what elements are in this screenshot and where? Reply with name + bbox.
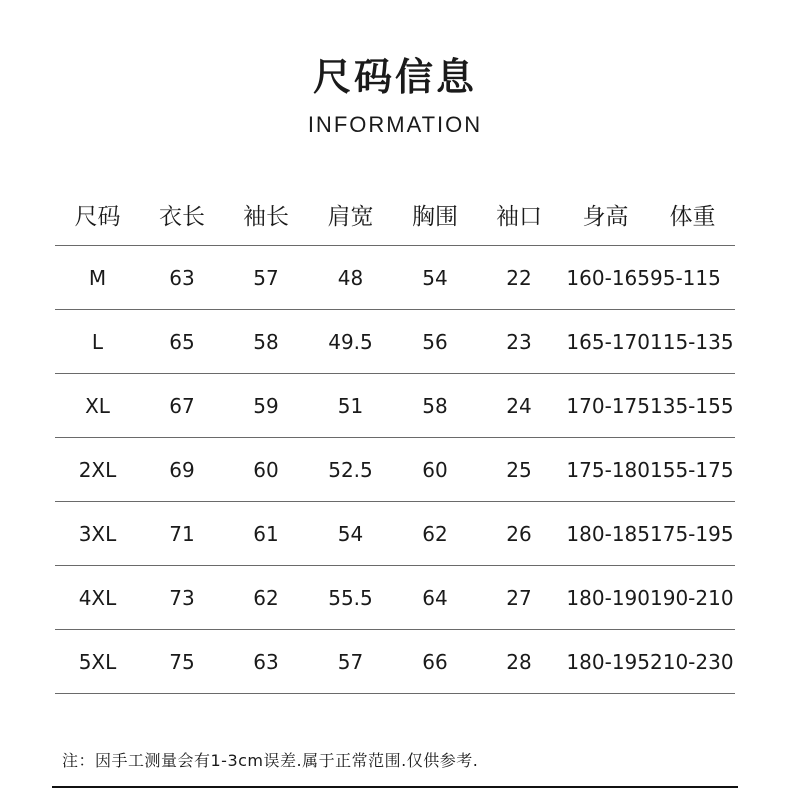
table-cell: 4XL	[78, 585, 117, 610]
table-cell: 180-185	[566, 521, 650, 546]
column-header-height: 身高	[582, 203, 629, 230]
column-header-sleeve: 袖长	[243, 203, 289, 230]
table-cell: 61	[253, 521, 279, 546]
table-cell: 95-115	[650, 265, 721, 290]
table-cell: 56	[422, 329, 448, 354]
table-cell: 170-175	[566, 393, 650, 418]
column-header-size: 尺码	[74, 203, 121, 230]
table-cell: 59	[253, 393, 279, 418]
table-row	[55, 438, 735, 502]
table-cell: 210-230	[650, 649, 734, 674]
table-cell: XL	[85, 393, 110, 418]
table-cell: 135-155	[650, 393, 734, 418]
table-row	[55, 310, 735, 374]
table-cell: 67	[169, 393, 195, 418]
table-cell: 26	[506, 521, 532, 546]
table-cell: 63	[169, 265, 195, 290]
table-cell: 63	[253, 649, 279, 674]
table-cell: 62	[422, 521, 448, 546]
table-cell: 57	[253, 265, 279, 290]
table-cell: 49.5	[328, 329, 373, 354]
table-cell: 51	[337, 393, 364, 418]
table-cell: 60	[253, 457, 279, 482]
table-row	[55, 246, 735, 310]
table-cell: 75	[169, 649, 195, 674]
table-cell: 71	[169, 521, 195, 546]
table-cell: M	[88, 265, 107, 290]
table-cell: 48	[337, 265, 364, 290]
table-cell: 54	[422, 265, 448, 290]
table-cell: 180-190	[566, 585, 650, 610]
table-cell: 64	[422, 585, 448, 610]
table-cell: 28	[506, 649, 532, 674]
table-body	[55, 246, 735, 694]
table-cell: 69	[169, 457, 195, 482]
table-cell: 2XL	[78, 457, 117, 482]
column-header-chest: 胸围	[412, 203, 458, 230]
table-cell: 3XL	[78, 521, 117, 546]
table-cell: 22	[506, 265, 532, 290]
table-cell: 25	[506, 457, 532, 482]
table-row	[55, 566, 735, 630]
table-cell: 52.5	[328, 457, 373, 482]
table-cell: 5XL	[78, 649, 117, 674]
table-cell: L	[91, 329, 104, 354]
table-cell: 160-165	[566, 265, 650, 290]
table-cell: 62	[253, 585, 279, 610]
table-cell: 65	[169, 329, 195, 354]
table-cell: 155-175	[650, 457, 734, 482]
column-header-weight: 体重	[669, 203, 716, 230]
table-cell: 57	[337, 649, 364, 674]
table-cell: 115-135	[650, 329, 734, 354]
table-cell: 27	[506, 585, 532, 610]
table-cell: 190-210	[650, 585, 734, 610]
table-cell: 175-195	[650, 521, 734, 546]
table-row	[55, 374, 735, 438]
table-cell: 23	[506, 329, 532, 354]
column-header-cuff: 袖口	[496, 203, 542, 230]
table-row	[55, 630, 735, 694]
table-cell: 175-180	[566, 457, 650, 482]
table-cell: 165-170	[566, 329, 650, 354]
table-header-row	[55, 183, 735, 246]
column-header-length: 衣长	[159, 203, 205, 230]
size-table	[55, 183, 735, 694]
bottom-divider	[52, 786, 738, 788]
page-subtitle: INFORMATION	[307, 112, 483, 137]
column-header-shoulder: 肩宽	[327, 203, 374, 230]
table-cell: 58	[422, 393, 448, 418]
table-cell: 55.5	[328, 585, 373, 610]
table-cell: 66	[422, 649, 448, 674]
table-cell: 54	[337, 521, 364, 546]
table-cell: 24	[506, 393, 532, 418]
page-title: 尺码信息	[312, 55, 477, 99]
table-row	[55, 502, 735, 566]
table-cell: 60	[422, 457, 448, 482]
footnote: 注：因手工测量会有1-3cm误差.属于正常范围.仅供参考.	[62, 751, 479, 770]
table-cell: 73	[169, 585, 195, 610]
table-cell: 180-195	[566, 649, 650, 674]
table-cell: 58	[253, 329, 279, 354]
